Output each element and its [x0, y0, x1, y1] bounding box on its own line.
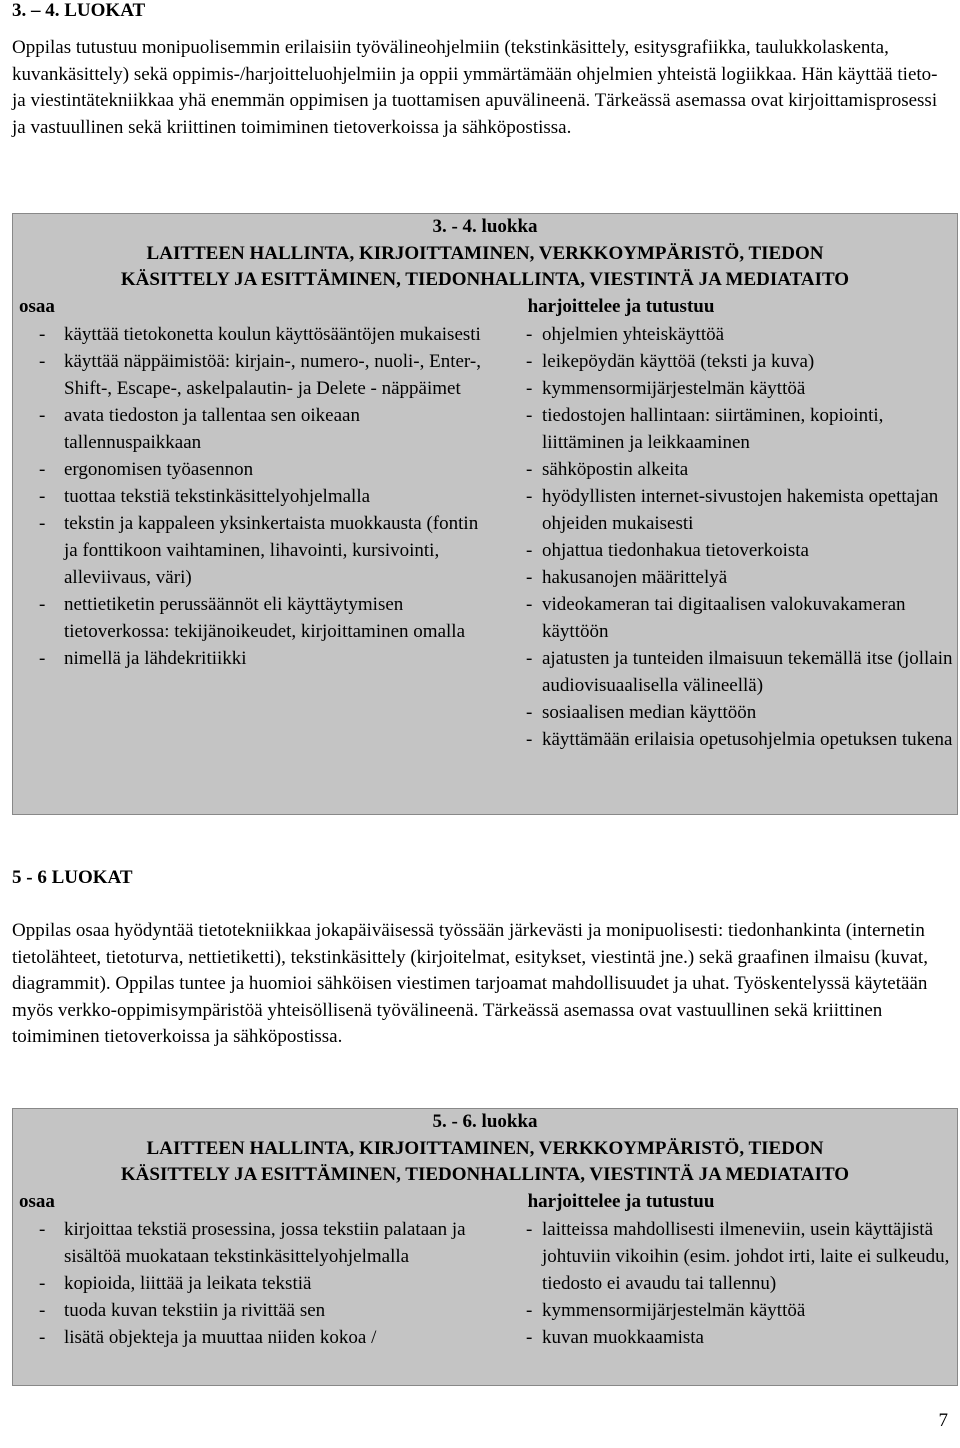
grade-label: 5. - 6. luokka	[432, 1111, 538, 1132]
curriculum-table-5-6	[12, 1108, 958, 1386]
table-title-line-2: KÄSITTELY JA ESITTÄMINEN, TIEDONHALLINTA, VIESTINTÄ JA MEDIATAITO	[120, 269, 850, 290]
table-title-line-1: LAITTEEN HALLINTA, KIRJOITTAMINEN, VERKKOYMPÄRISTÖ, TIEDON	[146, 1137, 824, 1159]
page-number: 7	[938, 1410, 948, 1431]
list-item: - kopioida, liittää ja leikata tekstiä	[19, 1270, 489, 1297]
section-intro-3-4: Oppilas tutustuu monipuolisemmin erilaisiin työvälineohjelmiin (tekstinkäsittely, esitysgrafiikka, taulukkolaskenta, kuvankäsittely) sekä oppimis-/harjoitteluohjelmiin ja oppii ymmärtämään ohjelmien yhteistä logiikkaa. Hän käyttää tieto- ja viestintätekniikkaa yhä enemmän oppimisen ja tuottamisen apuvälineenä. Tärkeässä asemassa ovat kirjoittamisprosessi ja vastuullinen sekä kriittinen toimiminen tietoverkoissa ja sähköpostissa.	[12, 37, 938, 138]
list-item: - nimellä ja lähdekritiikki	[19, 645, 489, 672]
harjoittelee-list	[499, 1216, 955, 1351]
table-header	[13, 214, 957, 294]
list-item: - tekstin ja kappaleen yksinkertaista muokkausta (fontin ja fonttikoon vaihtaminen, lihavointi, kursivointi, alleviivaus, väri)	[19, 510, 489, 591]
osaa-list	[19, 321, 489, 672]
section-heading-5-6: 5 - 6 LUOKAT	[12, 867, 133, 888]
list-item: - tuoda kuvan tekstiin ja rivittää sen	[19, 1297, 489, 1324]
column-harjoittelee	[499, 1189, 955, 1351]
list-item: - tiedostojen hallintaan: siirtäminen, kopiointi, liittäminen ja leikkaaminen	[499, 402, 955, 456]
section-intro-5-6: Oppilas osaa hyödyntää tietotekniikkaa jokapäiväisessä työssään järkevästi ja monipuolisesti: tiedonhankinta (internetin tietolähteet, tietoturva, nettietiketti), tekstinkäsittely (kirjoitelmat, esitykset, viestintä jne.) sekä graafinen ilmaisu (kuvat, diagrammit). Oppilas tuntee ja huomioi sähköisen viestimen tarjoamat mahdollisuudet ja uhat. Työskentelyssä käytetään myös verkko-oppimisympäristöä yhteisöllisenä työvälineenä. Tärkeässä asemassa ovat vastuullinen sekä kriittinen toimiminen tietoverkoissa ja sähköpostissa.	[12, 920, 928, 1048]
grade-label: 3. - 4. luokka	[432, 216, 538, 237]
column-header-harjoittelee: harjoittelee ja tutustuu	[527, 1190, 715, 1212]
list-item: - kirjoittaa tekstiä prosessina, jossa tekstiin palataan ja sisältöä muokataan tekstinkäsittelyohjelmalla	[19, 1216, 489, 1270]
list-item: - tuottaa tekstiä tekstinkäsittelyohjelmalla	[19, 483, 489, 510]
list-item: - laitteissa mahdollisesti ilmeneviin, usein käyttäjistä johtuviin vikoihin (esim. johdot irti, laite ei sulkeudu, tiedosto ei avaudu tai tallennu)	[499, 1216, 955, 1297]
list-item: - kymmensormijärjestelmän käyttöä	[499, 1297, 955, 1324]
curriculum-table-3-4	[12, 213, 958, 815]
column-header-harjoittelee: harjoittelee ja tutustuu	[527, 295, 715, 317]
list-item: - ohjelmien yhteiskäyttöä	[499, 321, 955, 348]
column-osaa	[19, 1189, 489, 1351]
column-header-osaa: osaa	[19, 295, 55, 317]
list-item: - nettietiketin perussäännöt eli käyttäytymisen tietoverkossa: tekijänoikeudet, kirjoittaminen omalla	[19, 591, 489, 645]
list-item: - käyttää näppäimistöä: kirjain-, numero-, nuoli-, Enter-, Shift-, Escape-, askelpalautin- ja Delete - näppäimet	[19, 348, 489, 402]
column-osaa	[19, 294, 489, 672]
osaa-list	[19, 1216, 489, 1351]
list-item: - kymmensormijärjestelmän käyttöä	[499, 375, 955, 402]
list-item: - videokameran tai digitaalisen valokuvakameran käyttöön	[499, 591, 955, 645]
table-title-line-2: KÄSITTELY JA ESITTÄMINEN, TIEDONHALLINTA, VIESTINTÄ JA MEDIATAITO	[120, 1164, 850, 1185]
list-item: - sosiaalisen median käyttöön	[499, 699, 955, 726]
section-heading-3-4: 3. – 4. LUOKAT	[12, 0, 146, 21]
column-header-osaa: osaa	[19, 1190, 55, 1212]
table-title-line-1: LAITTEEN HALLINTA, KIRJOITTAMINEN, VERKKOYMPÄRISTÖ, TIEDON	[146, 242, 824, 264]
list-item: - avata tiedoston ja tallentaa sen oikeaan tallennuspaikkaan	[19, 402, 489, 456]
list-item: - kuvan muokkaamista	[499, 1324, 955, 1351]
list-item: - leikepöydän käyttöä (teksti ja kuva)	[499, 348, 955, 375]
table-header	[13, 1109, 957, 1189]
list-item: - lisätä objekteja ja muuttaa niiden kokoa /	[19, 1324, 489, 1351]
list-item: - käyttää tietokonetta koulun käyttösääntöjen mukaisesti	[19, 321, 489, 348]
harjoittelee-list	[499, 321, 955, 753]
list-item: - ohjattua tiedonhakua tietoverkoista	[499, 537, 955, 564]
list-item: - hyödyllisten internet-sivustojen hakemista opettajan ohjeiden mukaisesti	[499, 483, 955, 537]
list-item: - ajatusten ja tunteiden ilmaisuun tekemällä itse (jollain audiovisuaalisella välineellä)	[499, 645, 955, 699]
list-item: - käyttämään erilaisia opetusohjelmia opetuksen tukena	[499, 726, 955, 753]
column-harjoittelee	[499, 294, 955, 753]
list-item: - ergonomisen työasennon	[19, 456, 489, 483]
list-item: - hakusanojen määrittelyä	[499, 564, 955, 591]
list-item: - sähköpostin alkeita	[499, 456, 955, 483]
